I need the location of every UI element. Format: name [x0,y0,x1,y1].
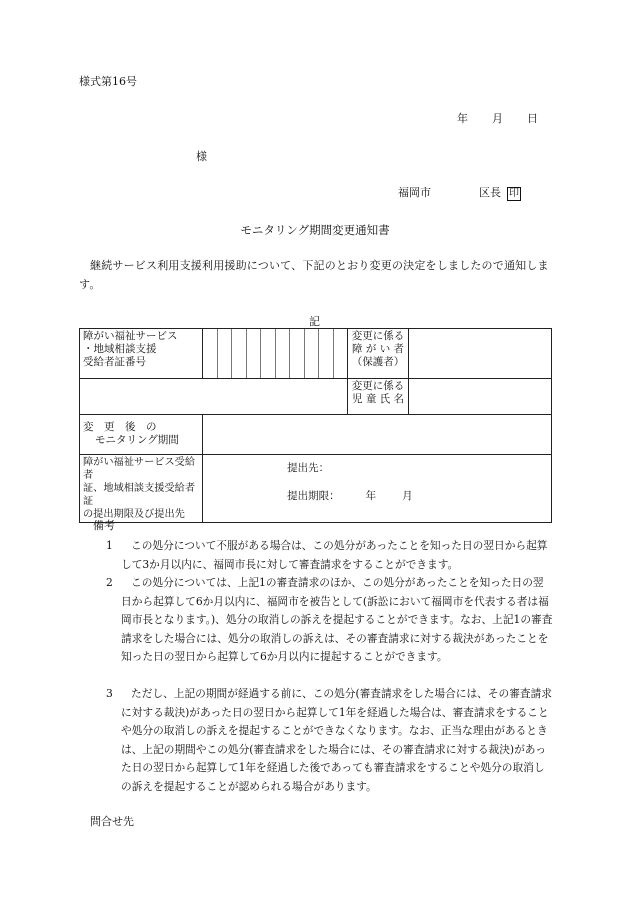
digit-box[interactable] [217,329,231,379]
submission-value[interactable] [203,455,552,523]
digit-box[interactable] [261,329,275,379]
digit-box[interactable] [246,329,260,379]
blank-cell [80,379,348,415]
note-number: 2 [106,576,113,589]
deadline-label: 提出期限： 年 月 [287,490,413,502]
table-row-submission [80,455,552,523]
form-number: 様式第16号 [79,75,137,88]
note-2 [106,574,554,667]
digit-box[interactable] [304,329,318,379]
deadline-year: 年 [365,490,377,502]
digit-box[interactable] [290,329,304,379]
contact-heading: 問合せ先 [90,815,134,828]
sender [398,184,521,201]
remarks-heading: 備考 [93,519,115,532]
digit-box[interactable] [333,329,347,379]
note-text: ただし、上記の期間が経過する前に、この処分(審査請求をした場合には、その審査請求に対する裁決)があった日の翌日から起算して1年を経過した場合は、審査請求をすることや処分の取消しの訴えを提起することができなくなります。なお、正当な理由があるときは、上記の期間やこの処分(審査請求をした場合には、その審査請求に対する裁決)があった日の翌日から起算して1年を経過した後であっても審査請求をすることや処分の取消しの訴えを提起することが認められる場合があります。 [121,687,552,793]
note-number: 3 [106,687,113,700]
digit-box[interactable] [232,329,246,379]
deadline-month: 月 [402,490,413,502]
monitoring-period-label: 変 更 後 の モニタリング期間 [80,415,203,455]
note-text: この処分については、上記1の審査請求のほか、この処分があったことを知った日の翌日から起算して6か月以内に、福岡市を被告として(訴訟において福岡市を代表する者は福岡市長となります。)、処分の取消しの訴えを提起することができます。なお、上記1の審査請求をした場合には、処分の取消しの訴えは、その審査請求に対する裁決があったことを知った日の翌日から起算して6か月以内に提起することができます。 [121,576,553,663]
table-row-child [80,379,552,415]
affected-person-value[interactable] [409,329,552,379]
note-3 [106,685,554,796]
submission-label: 障がい福祉サービス受給者 証、地域相談支援受給者証 の提出期限及び提出先 [80,455,203,523]
recipient-number-label: 障がい福祉サービス ・地域相談支援 受給者証番号 [80,329,203,379]
note-text: この処分について不服がある場合は、この処分があったことを知った日の翌日から起算して3か月以内に、福岡市長に対して審査請求をすることができます。 [121,539,548,571]
sender-ward-head: 区長 [479,186,501,199]
document-title: モニタリング期間変更通知書 [240,223,390,237]
date-year: 年 [457,112,468,125]
addressee-suffix: 様 [196,150,207,163]
body-text: 継続サービス利用支援利用援助について、下記のとおり変更の決定をしましたので通知します。 [79,259,549,291]
affected-person-label: 変更に係る 障 が い 者 （保護者） [348,329,409,379]
date-month: 月 [492,112,503,125]
child-name-value[interactable] [409,379,552,415]
monitoring-period-value[interactable] [203,415,552,455]
date-line [457,110,538,126]
sender-city: 福岡市 [398,186,431,199]
digit-box[interactable] [319,329,333,379]
ki-heading: 記 [309,315,320,328]
note-number: 1 [106,539,113,552]
info-table [79,328,552,523]
table-row-monitoring [80,415,552,455]
submit-to-label: 提出先： [287,462,330,474]
child-name-label: 変更に係る 児 童 氏 名 [348,379,409,415]
digit-box[interactable] [275,329,289,379]
seal-stamp: 印 [509,188,519,199]
table-row-recipient [80,329,552,379]
date-day: 日 [527,112,538,125]
digit-box[interactable] [203,329,217,379]
note-1 [106,537,554,574]
